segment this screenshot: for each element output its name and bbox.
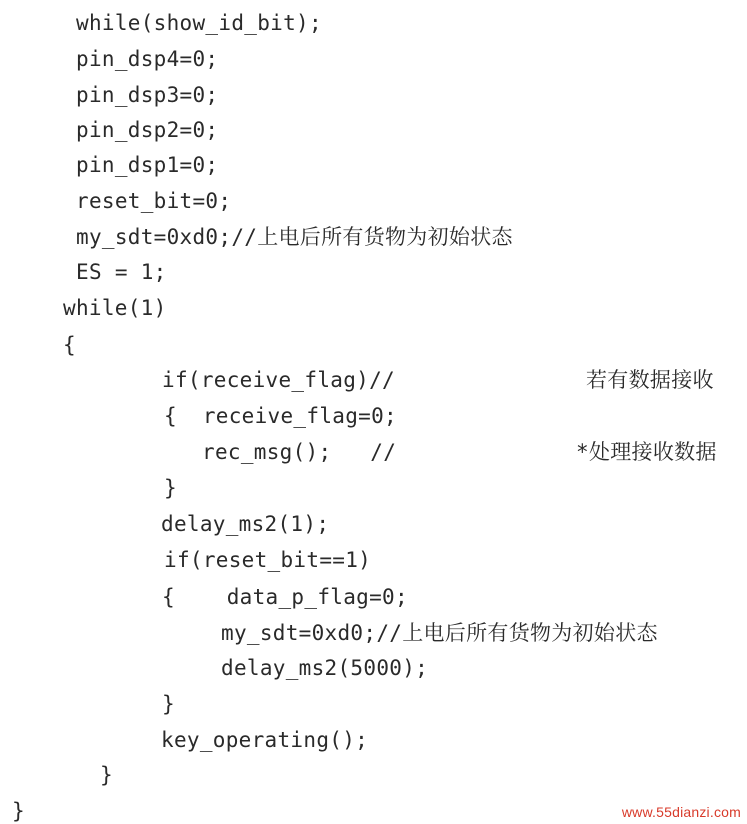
code-line-22: }	[100, 763, 113, 787]
code-line-14: }	[164, 476, 177, 500]
code-line-7: my_sdt=0xd0;//上电后所有货物为初始状态	[76, 225, 513, 249]
code-line-17: { data_p_flag=0;	[162, 585, 408, 609]
code-line-4: pin_dsp2=0;	[76, 118, 219, 142]
code-line-18: my_sdt=0xd0;//上电后所有货物为初始状态	[221, 621, 658, 645]
code-line-20: }	[162, 692, 175, 716]
code-comment-13: *处理接收数据	[576, 440, 717, 464]
code-line-13: rec_msg(); //	[202, 440, 397, 464]
code-line-5: pin_dsp1=0;	[76, 153, 219, 177]
code-line-10: {	[63, 333, 76, 357]
code-line-6: reset_bit=0;	[76, 189, 232, 213]
code-line-16: if(reset_bit==1)	[164, 548, 372, 572]
code-line-2: pin_dsp4=0;	[76, 47, 219, 71]
code-line-12: { receive_flag=0;	[164, 404, 397, 428]
code-line-21: key_operating();	[161, 728, 369, 752]
code-line-1: while(show_id_bit);	[76, 11, 322, 35]
code-line-15: delay_ms2(1);	[161, 512, 330, 536]
code-line-11: if(receive_flag)//	[162, 368, 395, 392]
code-line-8: ES = 1;	[76, 260, 167, 284]
code-line-9: while(1)	[63, 296, 167, 320]
code-line-23: }	[12, 799, 25, 823]
code-line-19: delay_ms2(5000);	[221, 656, 429, 680]
code-comment-11: 若有数据接收	[586, 368, 714, 392]
code-line-3: pin_dsp3=0;	[76, 83, 219, 107]
watermark-text: www.55dianzi.com	[621, 804, 741, 820]
